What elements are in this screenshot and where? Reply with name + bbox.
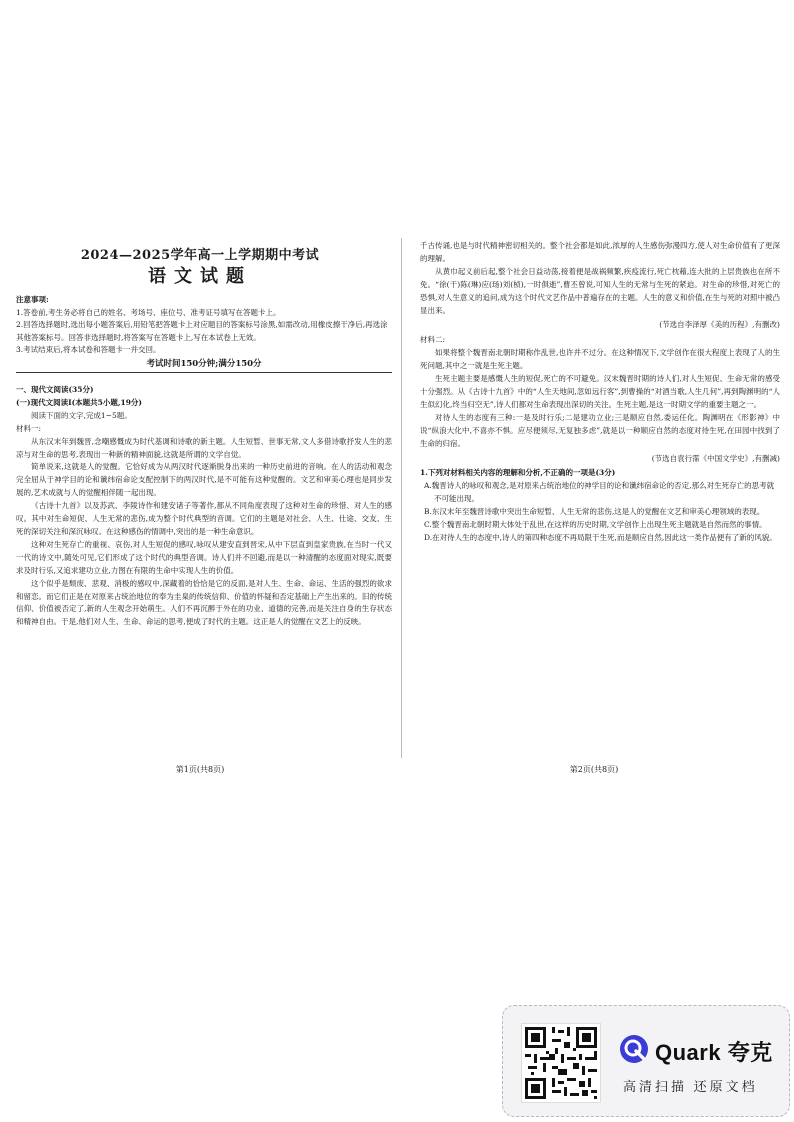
qr-code-icon[interactable] [521,1023,601,1103]
page-divider [401,238,402,758]
paragraph: 对待人生的态度有三种:一是及时行乐;二是建功立业;三是顺应自然,委运任化。陶渊明在《形影神》中说“纵浪大化中,不喜亦不惧。应尽便须尽,无复独多虑”,就是以一种顺应自然的态度对待生死,在田园中找到了生命的归宿。 [420,412,780,448]
qr-code-graphic [522,1024,600,1102]
paragraph: 这个似乎是颓废、悲观、消极的感叹中,深藏着的恰恰是它的反面,是对人生、生命、命运、生活的强烈的欲求和留恋。而它们正是在对原来占统治地位的奉为圭臬的传统信仰、价值的怀疑和否定基础上产生出来的。旧的传统信仰、价值被否定了,新的人生观念开始萌生。人们不再沉醉于外在的功业、道德的完善,而是关注自身的生存状态和精神自由。于是,他们对人生、生命、命运的思考,便成了时代的主题。这正是人的觉醒在文艺上的反映。 [16,578,392,627]
paragraph: 这种对生死存亡的重视、哀伤,对人生短促的感叹,咏叹从建安直到晋宋,从中下层直到皇家贵族,在当时一代又一代的诗文中,随处可见,它们形成了这个时代的典型音调。诗人们并不回避,而是以一种清醒的态度面对现实,既要求及时行乐,又追求建功立业,力图在有限的生命中实现人生的价值。 [16,539,392,575]
note-item: 2.回答选择题时,选出每小题答案后,用铅笔把答题卡上对应题目的答案标号涂黑,如需改动,用橡皮擦干净后,再选涂其他答案标号。回答非选择题时,将答案写在答题卡上,写在本试卷上无效。 [16,320,388,342]
exam-title: 2024—2025学年高一上学期期中考试 [80,248,320,263]
paragraph: 从黄巾起义前后起,整个社会日益动荡,接着便是战祸频繁,疾疫流行,死亡枕藉,连大批的上层贵族也在所不免。“徐(干)陈(琳)应(玚)刘(桢),一时俱逝”,曹丕曾说,可知人生的无常与生死的紧迫。对生命的珍惜,对死亡的恐惧,对人生意义的追问,成为这个时代文艺作品中普遍存在的主题。人生的意义和价值,在生与死的对照中被凸显出来。 [420,266,780,315]
quark-brand-name: Quark 夸克 [655,1040,773,1065]
reading-passage-left [16,384,392,629]
paragraph: 从东汉末年到魏晋,念嘲感慨成为时代基调和诗歌的新主题。人生短暂、世事无常,文人多借诗歌抒发人生的悲凉与对生命的思考,表现出一种新的精神面貌,这就是所谓的文学自觉。 [16,436,392,459]
reading-passage-right [420,240,780,545]
paragraph: 简单说来,这就是人的觉醒。它恰好成为从两汉时代逐渐脱身出来的一种历史前进的音响。在人的活动和观念完全屈从于神学目的论和谶纬宿命论支配控制下的两汉时代,是不可能有这种觉醒的。文艺和审美心理也是同步发展的,艺术成就与人的觉醒相伴随一起出现。 [16,462,392,498]
paragraph: 如果将整个魏晋南北朝时期称作乱世,也许并不过分。在这种情况下,文学创作在很大程度上表现了人的生死问题,其中之一就是生死主题。 [420,348,780,371]
divider-line [16,372,392,373]
exam-time: 考试时间150分钟;满分150分 [146,359,262,369]
instruction: 阅读下面的文字,完成1~5题。 [31,410,132,420]
paragraph: 千古传诵,也是与时代精神密切相关的。整个社会都是如此,浓厚的人生感伤弥漫四方,使人对生命价值有了更深的理解。 [420,241,780,263]
source-citation: (节选自袁行霈《中国文学史》,有删减) [651,453,780,463]
question-stem: 1.下列对材料相关内容的理解和分析,不正确的一项是(3分) [420,468,616,478]
subject-title: 语文试题 [148,266,252,287]
right-page [404,0,794,774]
paragraph: 生死主题主要是感慨人生的短促,死亡的不可避免。汉末魏晋时期的诗人们,对人生短促、生命无常的感受十分强烈。从《古诗十九首》中的“人生天地间,忽如远行客”,到曹操的“对酒当歌,人生几何”,再到陶渊明的“人生似幻化,终当归空无”,诗人们都对生命表现出深切的关注。生死主题,是这一时期文学的重要主题之一。 [420,374,780,409]
material-label: 材料二: [420,335,446,345]
left-page [0,0,400,774]
note-item: 1.答卷前,考生务必将自己的姓名、考场号、座位号、准考证号填写在答题卡上。 [16,307,281,317]
paragraph: 《古诗十九首》以及苏武、李陵诗作和建安诸子等著作,都从不同角度表现了这种对生命的珍惜、对人生的感叹。其中对生命短促、人生无常的悲伤,成为整个时代典型的音调。它们的主题是对社会、人生、仕途、交友、生死的深切关注和深沉咏叹。在这种感伤的情调中,突出的是一种生命意识。 [16,501,392,536]
exam-notes [16,294,392,357]
question-option-d: D.在对待人生的态度中,诗人的第四种态度不再局限于生死,而是顺应自然,因此这一类作品便有了新的风貌。 [424,532,777,542]
subsection-heading: (一)现代文阅读Ⅰ(本题共5小题,19分) [16,397,142,407]
question-option-a: A.魏晋诗人的咏叹和观念,是对原来占统治地位的神学目的论和谶纬宿命论的否定,那么对生死存亡的思考就不可能出现。 [424,481,775,504]
question-option-b: B.东汉末年至魏晋诗歌中突出生命短暂、人生无常的悲伤,这是人的觉醒在文艺和审美心理领域的表现。 [424,507,765,517]
section-heading: 一、现代文阅读(35分) [16,385,94,394]
quark-logo-icon [619,1034,649,1064]
notes-heading: 注意事项: [16,295,49,304]
material-label: 材料一: [16,423,42,433]
page-footer: 第2页(共8页) [569,765,619,774]
quark-scan-badge[interactable] [502,1005,790,1117]
note-item: 3.考试结束后,将本试卷和答题卡一并交回。 [16,345,161,354]
question-option-c: C.整个魏晋南北朝时期大体处于乱世,在这样的历史时期,文学创作上出现生死主题就是自然而然的事情。 [424,520,767,530]
page-footer: 第1页(共8页) [175,765,225,774]
quark-slogan: 高清扫描 还原文档 [623,1079,758,1094]
source-citation: (节选自李泽厚《美的历程》,有删改) [659,320,780,330]
